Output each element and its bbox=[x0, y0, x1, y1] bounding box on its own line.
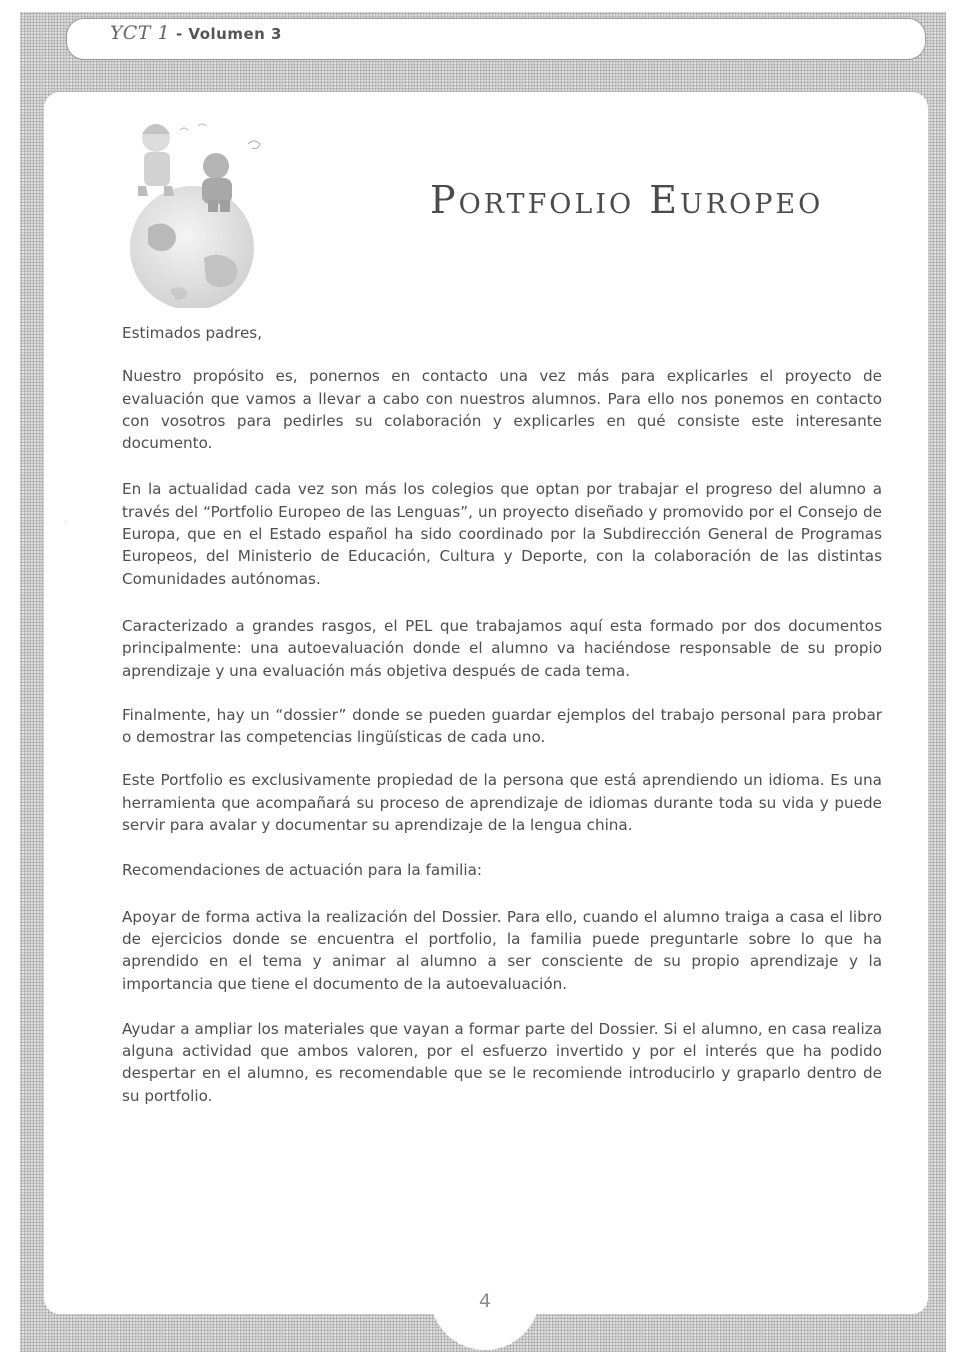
page-number: 4 bbox=[478, 1290, 492, 1312]
paragraph-ownership: Este Portfolio es exclusivamente propiedad de la persona que está aprendiendo un idioma. Es una herramienta que acompañará su proceso de aprendizaje de idiomas durante toda su vida y puede servir para avalar y documentar su aprendizaje de la lengua china. bbox=[122, 771, 882, 835]
letter-body bbox=[122, 322, 882, 1107]
paragraph-pel-description: Caracterizado a grandes rasgos, el PEL que trabajamos aquí esta formado por dos documentos principalmente: una autoevaluación donde el alumno va haciéndose responsable de su propio aprendizaje y una evaluación más objetiva después de cada tema. bbox=[122, 616, 882, 680]
header-title bbox=[110, 22, 282, 44]
paragraph-dossier: Finalmente, hay un “dossier” donde se pueden guardar ejemplos del trabajo personal para probar o demostrar las competencias lingüísticas de cada uno. bbox=[122, 705, 882, 747]
document-title: Portfolio Europeo bbox=[430, 178, 824, 222]
paragraph-portfolio-context: En la actualidad cada vez son más los colegios que optan por trabajar el progreso del alumno a través del “Portfolio Europeo de las Lenguas”, un proyecto diseñado y promovido por el Consejo de Europa, que en el Estado español ha sido coordinado por la Subdirección General de Programas Europeos, del Ministerio de Educación, Cultura y Deporte, con la colaboración de las distintas Comunidades autónomas. bbox=[122, 480, 882, 588]
series-name: YCT 1 bbox=[110, 22, 171, 44]
paragraph-expand-materials: Ayudar a ampliar los materiales que vayan a formar parte del Dossier. Si el alumno, en casa realiza alguna actividad que ambos valoren, por el esfuerzo invertido y por el interés que ha podido despertar en el alumno, es recomendable que se le recomiende introducirlo y graparlo dentro de su portfolio. bbox=[122, 1019, 882, 1105]
recommendations-heading: Recomendaciones de actuación para la familia: bbox=[122, 861, 483, 880]
salutation: Estimados padres, bbox=[122, 324, 263, 342]
children-globe-illustration bbox=[108, 108, 288, 308]
paragraph-support-dossier: Apoyar de forma activa la realización del Dossier. Para ello, cuando el alumno traiga a casa el libro de ejercicios donde se encuentra el portfolio, la familia puede preguntarle sobre lo que ha aprendido en el tema y animar al alumno a ser consciente de su propio aprendizaje y la importancia que tiene el documento de la autoevaluación. bbox=[122, 907, 882, 993]
scan-mark: · bbox=[64, 518, 67, 528]
volume-label: - Volumen 3 bbox=[175, 25, 282, 43]
paragraph-intro: Nuestro propósito es, ponernos en contacto una vez más para explicarles el proyecto de evaluación que vamos a llevar a cabo con nuestros alumnos. Para ello nos ponemos en contacto con vosotros para pedirles su colaboración y explicarles en qué consiste este interesante documento. bbox=[122, 367, 882, 453]
